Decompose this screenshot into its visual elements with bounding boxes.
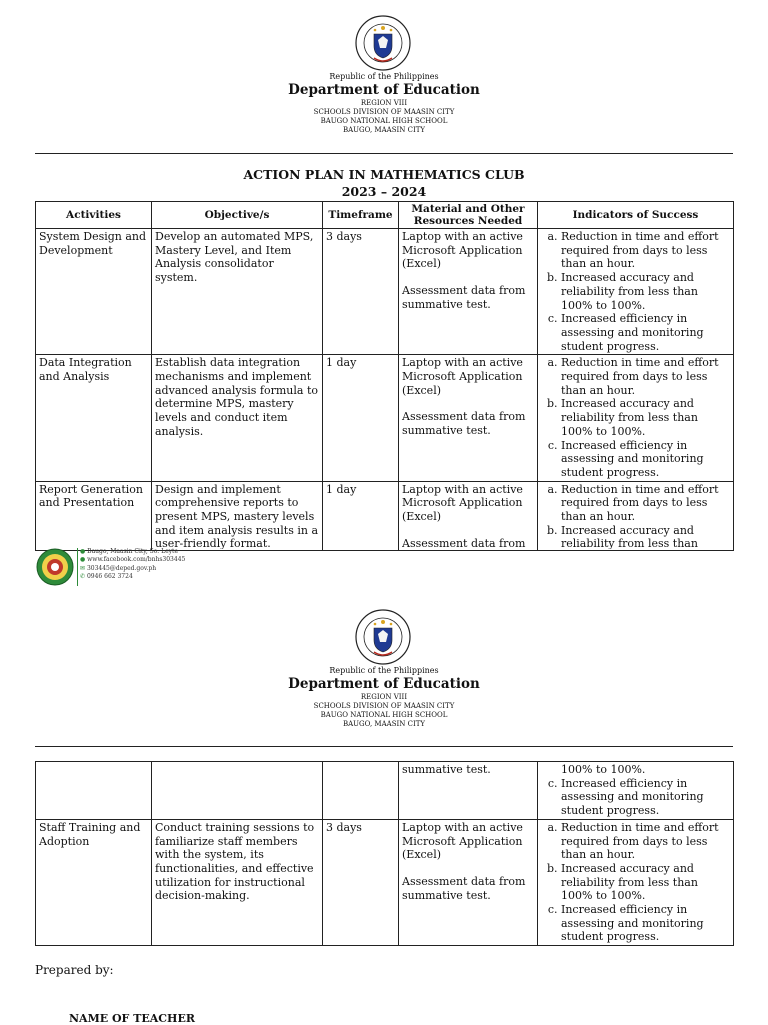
prepared-by-label: Prepared by: <box>35 963 114 977</box>
deped-seal-icon <box>354 14 412 72</box>
plan-title: ACTION PLAN IN MATHEMATICS CLUB <box>243 167 525 182</box>
teacher-name: NAME OF TEACHER <box>69 1012 195 1025</box>
school-logo-icon <box>36 548 74 586</box>
action-plan-table <box>35 201 734 551</box>
indicators-cell <box>538 355 734 481</box>
school-footer <box>36 548 336 588</box>
indicator-a: a. Reduction in time and effort required from days to less than an hour. <box>561 483 730 524</box>
republic-label: Republic of the Philippines <box>329 72 439 81</box>
indicator-c: c. Increased efficiency in assessing and monitoring student progress. <box>561 777 730 818</box>
material-assessment: Assessment data from summative test. <box>402 284 526 311</box>
timeframe-cell: 3 days <box>323 819 399 945</box>
objective-cell: Develop an automated MPS, Mastery Level, and Item Analysis consolidator system. <box>152 229 323 355</box>
table-row <box>36 762 734 820</box>
phone-icon: ✆ <box>80 572 86 580</box>
indicator-b: b. Increased accuracy and reliability from less than 100% to 100%. <box>561 862 730 903</box>
indicator-b-continued: 100% to 100%. <box>561 763 646 776</box>
objective-text: Design and implement comprehensive reports to present MPS, mastery levels and item analysis results in a user-friendly format. <box>155 482 319 549</box>
indicator-c: c. Increased efficiency in assessing and monitoring student progress. <box>561 903 730 944</box>
footer-email[interactable]: 303445@deped.gov.ph <box>86 564 157 572</box>
indicator-b: b. Increased accuracy and reliability from less than <box>561 524 730 549</box>
materials-cell <box>399 229 538 355</box>
region-label: REGION VIII <box>360 693 408 701</box>
col-indicators: Indicators of Success <box>538 202 734 229</box>
timeframe-text: 1 day <box>326 482 357 496</box>
objective-cell <box>152 762 323 820</box>
indicator-b: b. Increased accuracy and reliability from less than 100% to 100%. <box>561 271 730 312</box>
materials-cell: summative test. <box>399 762 538 820</box>
material-laptop: Laptop with an active Microsoft Application (Excel) <box>402 820 523 862</box>
indicator-c: c. Increased efficiency in assessing and monitoring student progress. <box>561 439 730 480</box>
footer-phone: 0946 662 3724 <box>86 572 133 580</box>
table-row <box>36 229 734 355</box>
material-laptop: Laptop with an active Microsoft Application (Excel) <box>402 482 523 524</box>
division-label: SCHOOLS DIVISION OF MAASIN CITY <box>313 702 455 710</box>
globe-icon: ● <box>80 556 86 564</box>
footer-divider <box>77 548 78 586</box>
material-laptop: Laptop with an active Microsoft Application (Excel) <box>402 356 523 397</box>
timeframe-cell <box>323 762 399 820</box>
department-title: Department of Education <box>288 82 480 98</box>
activity-cell: Staff Training and Adoption <box>36 819 152 945</box>
footer-facebook[interactable]: www.facebook.com/bnhs303445 <box>87 556 186 564</box>
indicator-a: a. Reduction in time and effort required from days to less than an hour. <box>561 230 730 271</box>
indicators-cell <box>538 229 734 355</box>
school-label: BAUGO NATIONAL HIGH SCHOOL <box>320 711 448 719</box>
material-assessment: Assessment data from summative test. <box>402 410 526 438</box>
department-title: Department of Education <box>288 676 480 692</box>
activity-cell: System Design and Development <box>36 229 152 355</box>
footer-address: Baugo, Maasin City, So. Leyte <box>87 548 179 555</box>
header-divider <box>35 153 733 154</box>
activity-cell <box>36 762 152 820</box>
address-label: BAUGO, MAASIN CITY <box>342 720 426 728</box>
col-activities: Activities <box>36 202 152 229</box>
region-label: REGION VIII <box>360 99 408 107</box>
republic-label: Republic of the Philippines <box>329 666 439 675</box>
objective-cell: Conduct training sessions to familiarize staff members with the system, its functionalities, and effective utilization for instructional decision-making. <box>152 819 323 945</box>
table-row <box>36 819 734 945</box>
indicators-cell <box>538 819 734 945</box>
plan-year: 2023 – 2024 <box>341 184 427 199</box>
indicators-cell <box>538 762 734 820</box>
material-laptop: Laptop with an active Microsoft Application (Excel) <box>402 230 523 271</box>
indicator-c: c. Increased efficiency in assessing and monitoring student progress. <box>561 312 730 353</box>
materials-cell <box>399 819 538 945</box>
address-label: BAUGO, MAASIN CITY <box>342 126 426 134</box>
activity-cell: Data Integration and Analysis <box>36 355 152 481</box>
indicator-b: b. Increased accuracy and reliability from less than 100% to 100%. <box>561 397 730 438</box>
activity-cell <box>36 481 152 550</box>
activity-text: Report Generation and Presentation <box>39 482 143 510</box>
header-divider <box>35 746 733 747</box>
division-label: SCHOOLS DIVISION OF MAASIN CITY <box>313 108 455 116</box>
timeframe-cell <box>323 481 399 550</box>
col-materials: Material and Other Resources Needed <box>399 202 538 229</box>
indicators-cell <box>538 481 734 550</box>
col-objectives: Objective/s <box>152 202 323 229</box>
materials-cell <box>399 355 538 481</box>
material-assessment: Assessment data from summative test. <box>402 874 526 902</box>
col-timeframe: Timeframe <box>323 202 399 229</box>
objective-cell <box>152 481 323 550</box>
table-row <box>36 481 734 550</box>
material-assessment: Assessment data from <box>402 536 526 549</box>
table-row <box>36 355 734 481</box>
indicator-a: a. Reduction in time and effort required from days to less than an hour. <box>561 356 730 397</box>
location-pin-icon: ● <box>80 548 86 555</box>
deped-seal-icon <box>354 608 412 666</box>
mail-icon: ✉ <box>80 564 86 572</box>
table-header-row <box>36 202 734 229</box>
footer-contacts <box>80 548 185 581</box>
objective-cell: Establish data integration mechanisms and implement advanced analysis formula to determine MPS, mastery levels and conduct item analysis. <box>152 355 323 481</box>
school-label: BAUGO NATIONAL HIGH SCHOOL <box>320 117 448 125</box>
timeframe-cell: 3 days <box>323 229 399 355</box>
materials-cell <box>399 481 538 550</box>
action-plan-table-continued <box>35 761 734 946</box>
timeframe-cell: 1 day <box>323 355 399 481</box>
indicator-a: a. Reduction in time and effort required from days to less than an hour. <box>561 821 730 862</box>
